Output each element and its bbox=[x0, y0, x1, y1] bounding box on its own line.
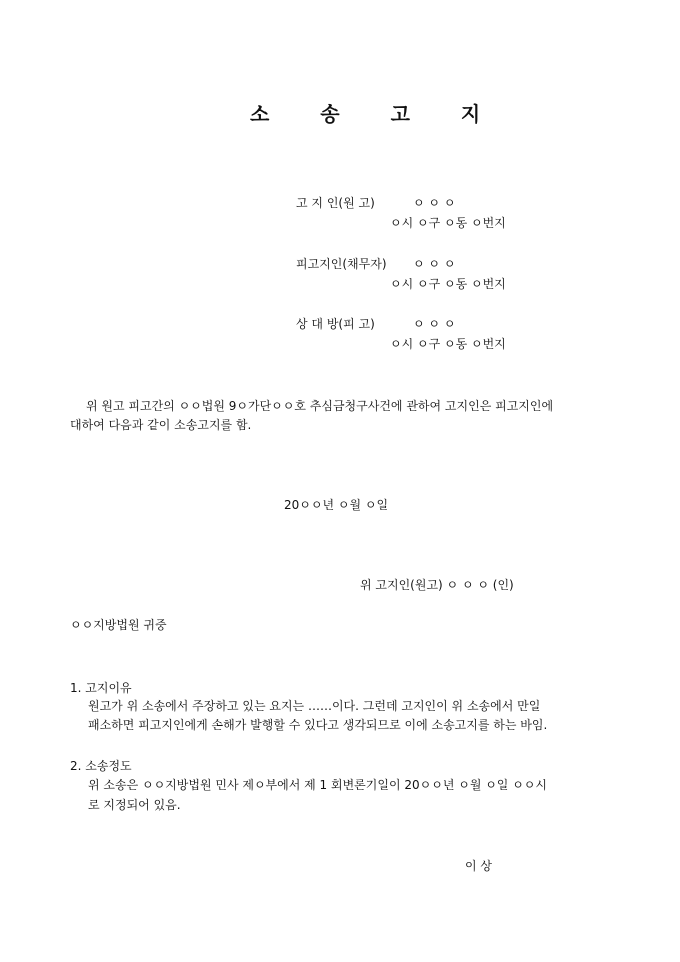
section-2-line-1: 위 소송은 ㅇㅇ지방법원 민사 제ㅇ부에서 제 1 회변론기일이 20ㅇㅇ년 ㅇ월 ㅇ일 ㅇㅇ시 bbox=[88, 778, 547, 792]
section-1-line-1: 원고가 위 소송에서 주장하고 있는 요지는 ……이다. 그런데 고지인이 위 소송에서 만일 bbox=[88, 699, 541, 713]
party-opponent-address: ㅇ시 ㅇ구 ㅇ동 ㅇ번지 bbox=[390, 337, 506, 351]
document-date: 20ㅇㅇ년 ㅇ월 ㅇ일 bbox=[284, 498, 389, 512]
party-notified-address: ㅇ시 ㅇ구 ㅇ동 ㅇ번지 bbox=[390, 277, 506, 291]
party-plaintiff-address: ㅇ시 ㅇ구 ㅇ동 ㅇ번지 bbox=[390, 216, 506, 230]
party-notified-role: 피고지인(채무자) bbox=[296, 257, 387, 271]
signature-line: 위 고지인(원고) ㅇ ㅇ ㅇ (인) bbox=[360, 578, 514, 592]
section-2-heading: 2. 소송정도 bbox=[70, 759, 132, 773]
party-plaintiff-name: ㅇ ㅇ ㅇ bbox=[413, 196, 456, 210]
section-2-line-2: 로 지정되어 있음. bbox=[88, 798, 181, 812]
recipient-court: ㅇㅇ지방법원 귀중 bbox=[70, 618, 167, 632]
body-line-2: 대하여 다음과 같이 소송고지를 함. bbox=[70, 418, 252, 432]
party-plaintiff-role: 고 지 인(원 고) bbox=[296, 196, 375, 210]
closing-text: 이 상 bbox=[465, 859, 492, 873]
section-1-line-2: 패소하면 피고지인에게 손해가 발행할 수 있다고 생각되므로 이에 소송고지를 하는 바임. bbox=[88, 718, 548, 732]
document-title: 소 송 고 지 bbox=[250, 102, 503, 126]
party-opponent-name: ㅇ ㅇ ㅇ bbox=[413, 317, 456, 331]
party-opponent-role: 상 대 방(피 고) bbox=[296, 317, 375, 331]
body-line-1: 위 원고 피고간의 ㅇㅇ법원 9ㅇ가단ㅇㅇ호 추심금청구사건에 관하여 고지인은 피고지인에 bbox=[86, 399, 554, 413]
party-notified-name: ㅇ ㅇ ㅇ bbox=[413, 257, 456, 271]
section-1-heading: 1. 고지이유 bbox=[70, 681, 132, 695]
